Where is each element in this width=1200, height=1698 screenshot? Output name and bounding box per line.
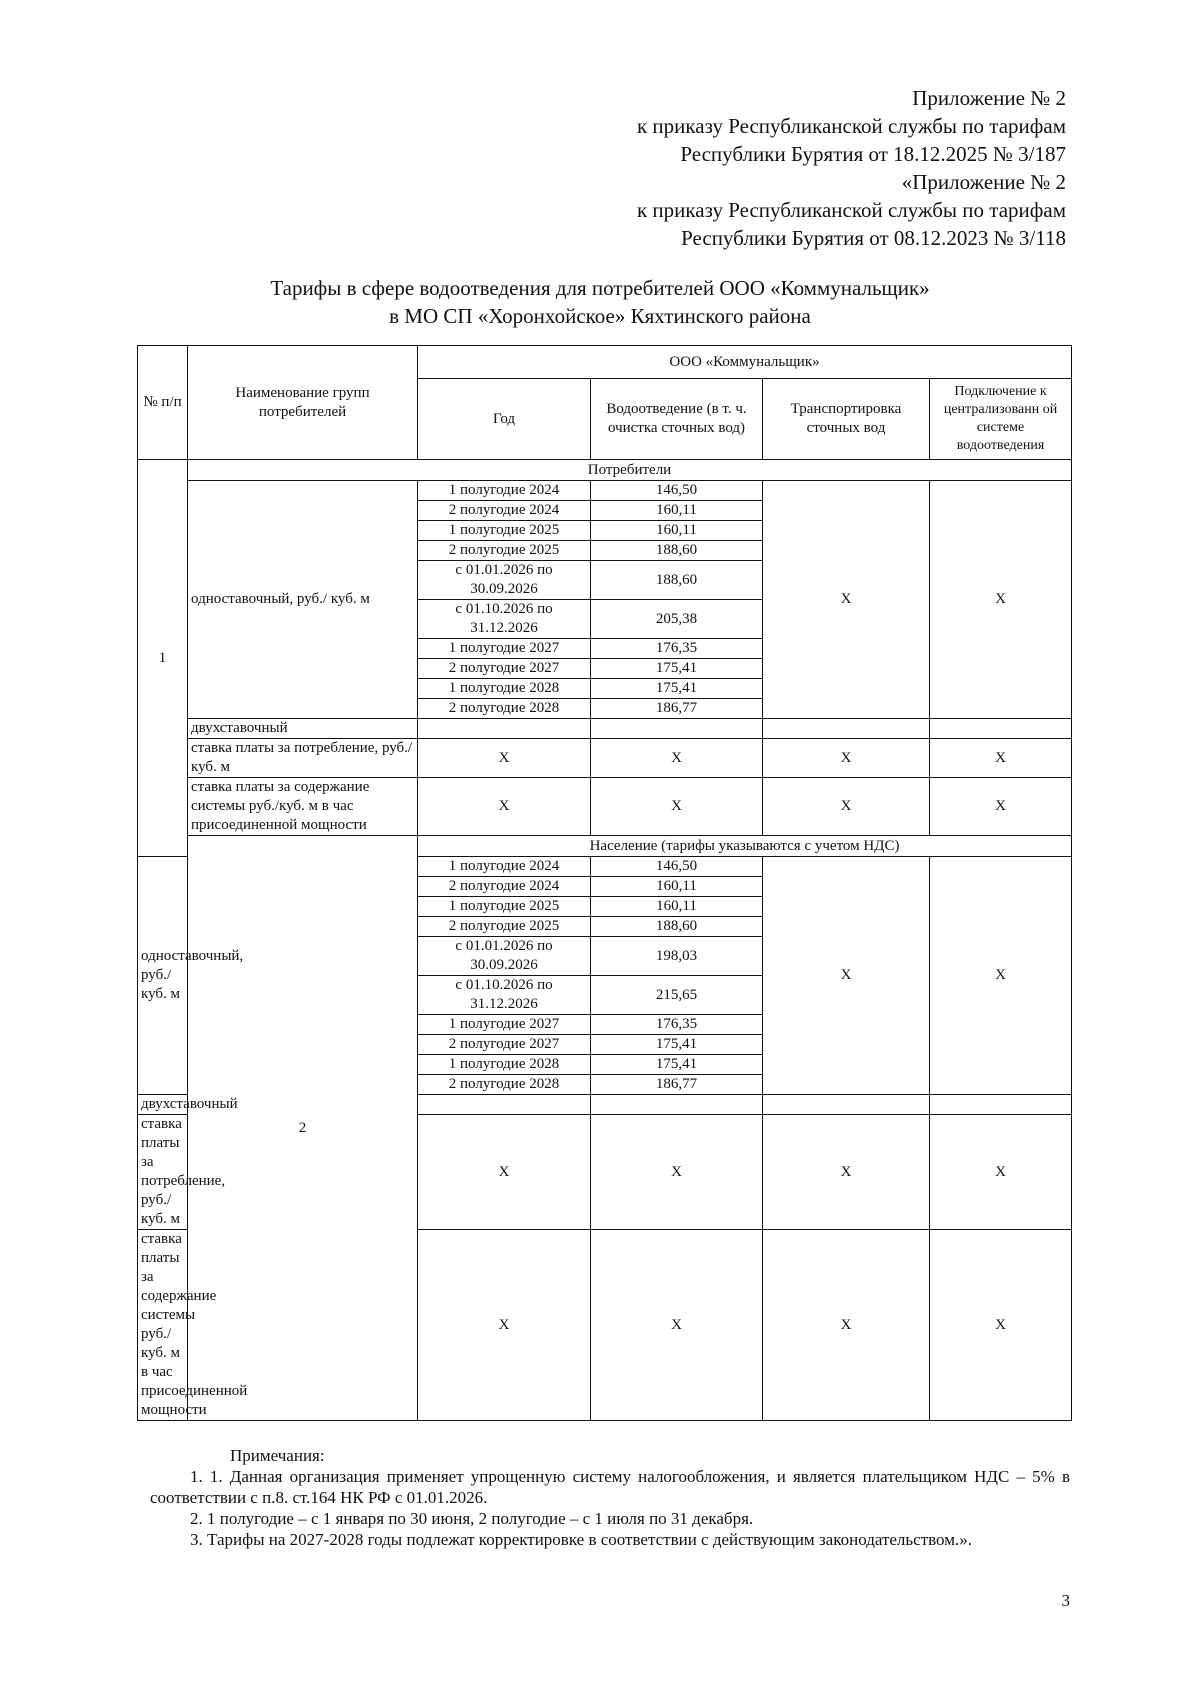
x-cell: X [591, 1115, 763, 1230]
year-cell: 1 полугодие 2025 [418, 897, 591, 917]
note-item: 2. 1 полугодие – с 1 января по 30 июня, 2 полугодие – с 1 июля по 31 декабря. [190, 1509, 754, 1528]
row-number: 1 [138, 460, 188, 857]
notes [150, 1445, 1070, 1550]
water-value-cell: 160,11 [591, 521, 763, 541]
empty-cell [763, 1095, 930, 1115]
transport-cell: X [763, 481, 930, 719]
empty-cell [418, 719, 591, 739]
single-rate-label: одноставочный, руб./ куб. м [138, 857, 188, 1095]
x-cell: X [418, 1115, 591, 1230]
water-value-cell: 198,03 [591, 937, 763, 976]
year-cell: 1 полугодие 2027 [418, 639, 591, 659]
x-cell: X [763, 778, 930, 836]
water-value-cell: 175,41 [591, 1055, 763, 1075]
water-value-cell: 186,77 [591, 699, 763, 719]
water-value-cell: 188,60 [591, 917, 763, 937]
connect-cell: X [930, 857, 1072, 1095]
x-cell: X [930, 1115, 1072, 1230]
year-cell: 1 полугодие 2028 [418, 679, 591, 699]
maintenance-label: ставка платы за содержание системы руб./куб. м в час присоединенной мощности [188, 778, 418, 836]
water-value-cell: 188,60 [591, 541, 763, 561]
header-connect: Подключение к централизованн ой системе водоотведения [930, 379, 1072, 460]
maintenance-row [138, 778, 1072, 836]
x-cell: X [591, 739, 763, 778]
year-cell: 1 полугодие 2028 [418, 1055, 591, 1075]
document-body [137, 345, 1071, 1611]
year-cell: 2 полугодие 2025 [418, 541, 591, 561]
x-cell: X [418, 1230, 591, 1421]
section-name: Потребители [188, 460, 1072, 481]
year-cell: 2 полугодие 2025 [418, 917, 591, 937]
row-number: 2 [188, 836, 418, 1421]
x-cell: X [763, 739, 930, 778]
water-value-cell: 146,50 [591, 857, 763, 877]
empty-cell [930, 719, 1072, 739]
x-cell: X [763, 1115, 930, 1230]
header-num: № п/п [138, 346, 188, 460]
tariff-table [137, 345, 1072, 1421]
year-cell: 2 полугодие 2024 [418, 501, 591, 521]
year-cell: 1 полугодие 2025 [418, 521, 591, 541]
consumption-row [138, 739, 1072, 778]
empty-cell [763, 719, 930, 739]
section-row [138, 836, 1072, 857]
year-cell: с 01.10.2026 по 31.12.2026 [418, 600, 591, 639]
water-value-cell: 176,35 [591, 1015, 763, 1035]
section-name: Население (тарифы указываются с учетом НДС) [418, 836, 1072, 857]
water-value-cell: 205,38 [591, 600, 763, 639]
header-transport: Транспортировка сточных вод [763, 379, 930, 460]
two-rate-label: двухставочный [188, 719, 418, 739]
header-group: Наименование групп потребителей [188, 346, 418, 460]
x-cell: X [591, 778, 763, 836]
header-line: к приказу Республиканской службы по тарифам [636, 198, 1066, 222]
year-cell: 2 полугодие 2028 [418, 1075, 591, 1095]
water-value-cell: 146,50 [591, 481, 763, 501]
x-cell: X [418, 778, 591, 836]
note-item: 1. 1. Данная организация применяет упрощенную систему налогообложения, и является плательщиком НДС – 5% в соответствии с п.8. ст.164 НК РФ с 01.01.2026. [150, 1467, 1070, 1507]
connect-cell: X [930, 481, 1072, 719]
header-line: Приложение № 2 [912, 86, 1066, 110]
year-cell: 2 полугодие 2028 [418, 699, 591, 719]
header-line: Республики Бурятия от 08.12.2023 № 3/118 [681, 226, 1066, 250]
header-water: Водоотведение (в т. ч. очистка сточных вод) [591, 379, 763, 460]
water-value-cell: 175,41 [591, 679, 763, 699]
x-cell: X [930, 1230, 1072, 1421]
transport-cell: X [763, 857, 930, 1095]
header-line: Республики Бурятия от 18.12.2025 № 3/187 [680, 142, 1066, 166]
title-line: в МО СП «Хоронхойское» Кяхтинского района [389, 304, 811, 328]
year-cell: 2 полугодие 2027 [418, 659, 591, 679]
year-cell: 2 полугодие 2027 [418, 1035, 591, 1055]
x-cell: X [418, 739, 591, 778]
consumption-label: ставка платы за потребление, руб./ куб. м [138, 1115, 188, 1230]
water-value-cell: 215,65 [591, 976, 763, 1015]
year-cell: с 01.01.2026 по 30.09.2026 [418, 561, 591, 600]
water-value-cell: 176,35 [591, 639, 763, 659]
year-cell: 1 полугодие 2024 [418, 481, 591, 501]
water-value-cell: 175,41 [591, 659, 763, 679]
header-org: ООО «Коммунальщик» [418, 346, 1072, 379]
section-row [138, 460, 1072, 481]
two-rate-label: двухставочный [138, 1095, 188, 1115]
empty-cell [930, 1095, 1072, 1115]
empty-cell [591, 719, 763, 739]
x-cell: X [763, 1230, 930, 1421]
x-cell: X [591, 1230, 763, 1421]
x-cell: X [930, 778, 1072, 836]
year-cell: 1 полугодие 2027 [418, 1015, 591, 1035]
year-cell: с 01.01.2026 по 30.09.2026 [418, 937, 591, 976]
empty-cell [418, 1095, 591, 1115]
table-row [138, 481, 1072, 501]
note-item: 3. Тарифы на 2027-2028 годы подлежат корректировке в соответствии с действующим законодательством.». [190, 1530, 972, 1549]
notes-title: Примечания: [230, 1446, 325, 1465]
document-title [0, 274, 1200, 330]
year-cell: 2 полугодие 2024 [418, 877, 591, 897]
header-line: к приказу Республиканской службы по тарифам [636, 114, 1066, 138]
year-cell: 1 полугодие 2024 [418, 857, 591, 877]
empty-cell [591, 1095, 763, 1115]
title-line: Тарифы в сфере водоотведения для потребителей ООО «Коммунальщик» [270, 276, 930, 300]
page-number: 3 [1061, 1591, 1070, 1610]
water-value-cell: 175,41 [591, 1035, 763, 1055]
x-cell: X [930, 739, 1072, 778]
water-value-cell: 188,60 [591, 561, 763, 600]
water-value-cell: 160,11 [591, 877, 763, 897]
two-rate-row [138, 719, 1072, 739]
single-rate-label: одноставочный, руб./ куб. м [188, 481, 418, 719]
water-value-cell: 160,11 [591, 897, 763, 917]
header-line: «Приложение № 2 [901, 170, 1066, 194]
water-value-cell: 160,11 [591, 501, 763, 521]
water-value-cell: 186,77 [591, 1075, 763, 1095]
maintenance-label: ставка платы за содержание системы руб./куб. м в час присоединенной мощности [138, 1230, 188, 1421]
year-cell: с 01.10.2026 по 31.12.2026 [418, 976, 591, 1015]
appendix-header [637, 84, 1066, 252]
consumption-label: ставка платы за потребление, руб./ куб. м [188, 739, 418, 778]
header-year: Год [418, 379, 591, 460]
